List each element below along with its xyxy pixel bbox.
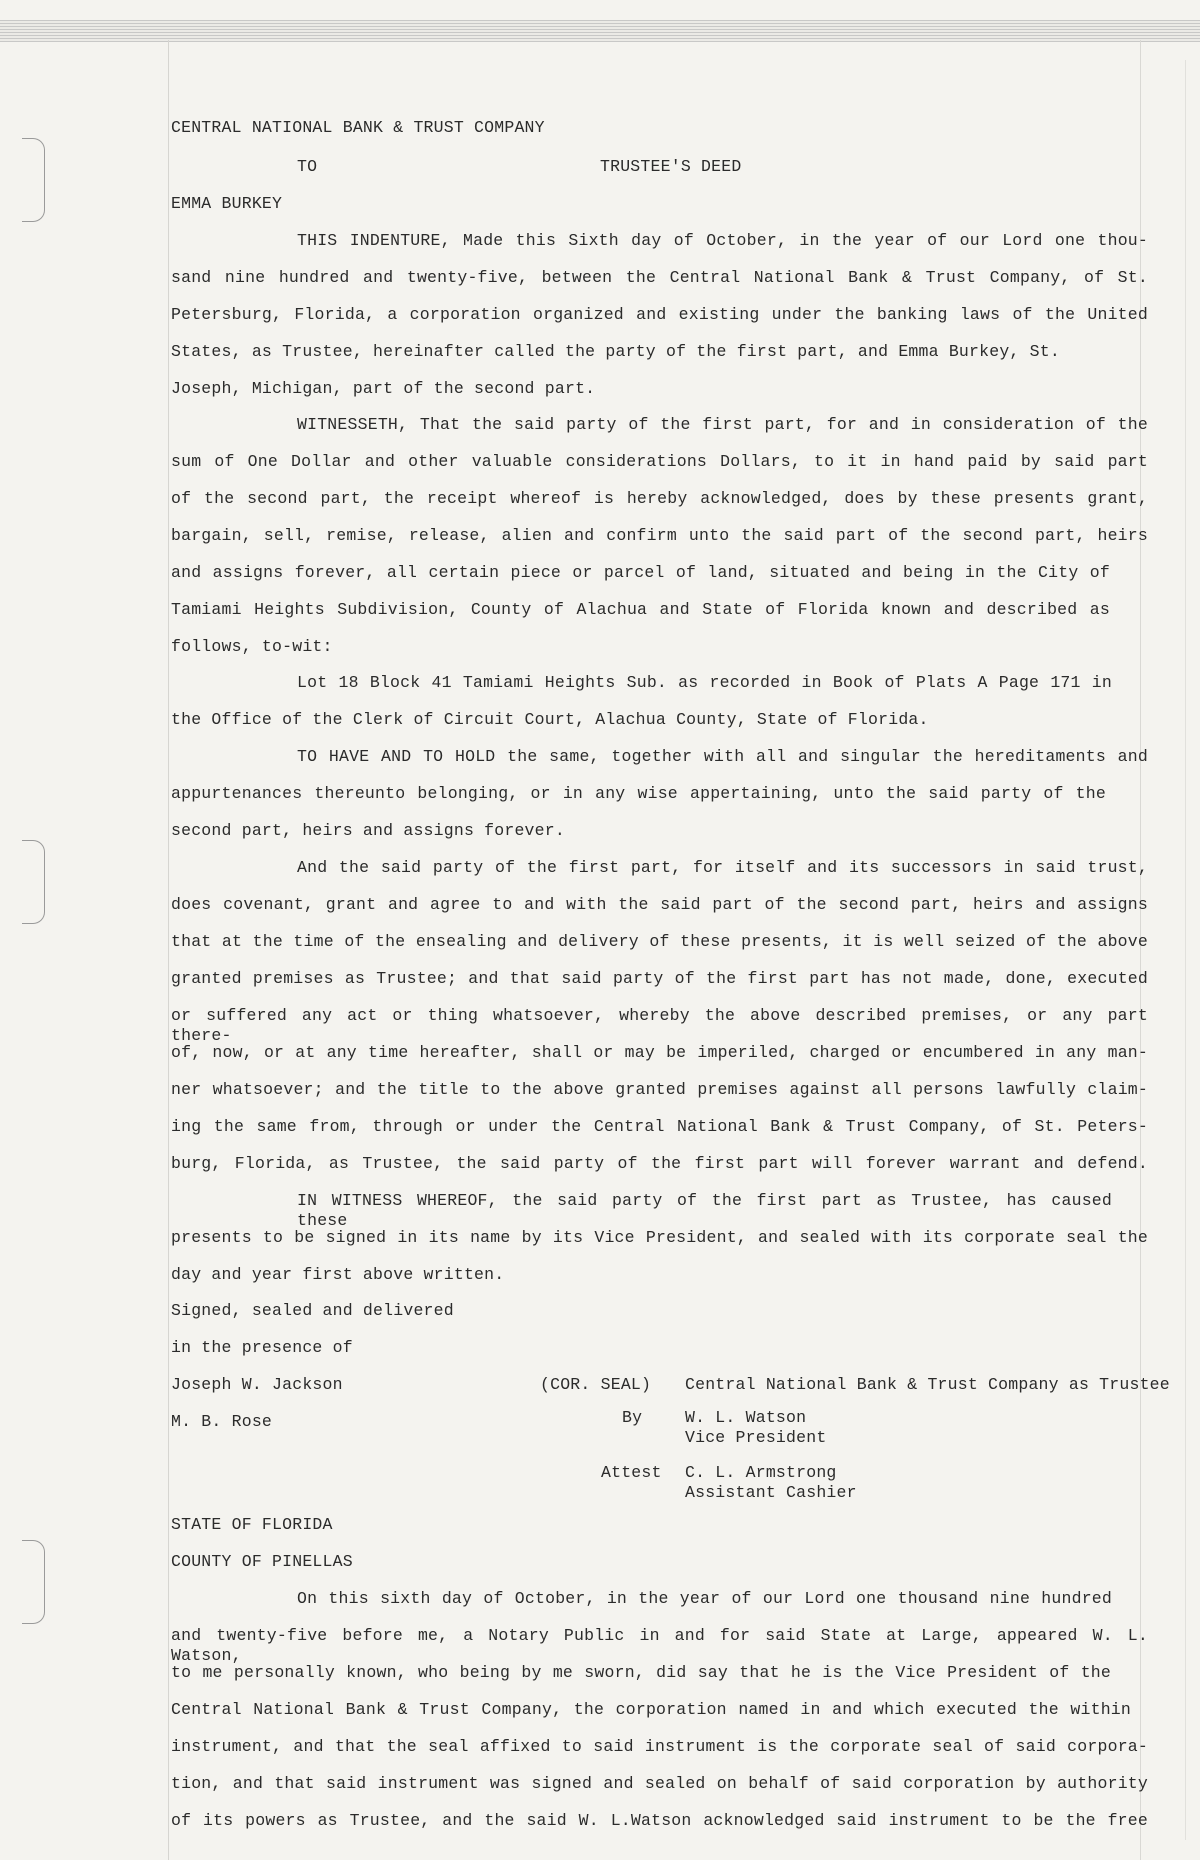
body-line: ing the same from, through or under the Central National Bank & Trust Company, of St. Peters-: [171, 1117, 1148, 1136]
body-line: WITNESSETH, That the said party of the first part, for and in consideration of the: [297, 415, 1148, 434]
witness-name: M. B. Rose: [171, 1412, 273, 1431]
body-line: and assigns forever, all certain piece or parcel of land, situated and being in the City of: [171, 563, 1110, 582]
body-line: presents to be signed in its name by its Vice President, and sealed with its corporate seal the: [171, 1228, 1148, 1247]
legal-description-line: the Office of the Clerk of Circuit Court, Alachua County, State of Florida.: [171, 710, 929, 729]
notary-line: tion, and that said instrument was signed and sealed on behalf of said corporation by authority: [171, 1774, 1148, 1793]
body-line: Petersburg, Florida, a corporation organized and existing under the banking laws of the United: [171, 305, 1148, 324]
legal-description-line: Lot 18 Block 41 Tamiami Heights Sub. as recorded in Book of Plats A Page 171 in: [297, 673, 1112, 692]
document-title: TRUSTEE'S DEED: [600, 157, 742, 176]
grantee-name: EMMA BURKEY: [171, 194, 283, 213]
body-line: day and year first above written.: [171, 1265, 505, 1284]
attestor-name: C. L. Armstrong: [685, 1463, 837, 1482]
corporate-seal-label: (COR. SEAL): [540, 1375, 652, 1394]
body-line: burg, Florida, as Trustee, the said party of the first part will forever warrant and defend.: [171, 1154, 1148, 1173]
notary-line: Central National Bank & Trust Company, the corporation named in and which executed the within: [171, 1700, 1131, 1719]
body-line: bargain, sell, remise, release, alien and confirm unto the said part of the second part, heirs: [171, 526, 1148, 545]
notary-line: instrument, and that the seal affixed to said instrument is the corporate seal of said corpora-: [171, 1737, 1148, 1756]
body-line: IN WITNESS WHEREOF, the said party of the first part as Trustee, has caused these: [297, 1191, 1112, 1230]
body-line: of, now, or at any time hereafter, shall or may be imperiled, charged or encumbered in any man-: [171, 1043, 1148, 1062]
body-line: sand nine hundred and twenty-five, between the Central National Bank & Trust Company, of St.: [171, 268, 1148, 287]
body-line: And the said party of the first part, for itself and its successors in said trust,: [297, 858, 1148, 877]
body-line: THIS INDENTURE, Made this Sixth day of October, in the year of our Lord one thou-: [297, 231, 1148, 250]
body-line: that at the time of the ensealing and delivery of these presents, it is well seized of the above: [171, 932, 1148, 951]
body-line: States, as Trustee, hereinafter called the party of the first part, and Emma Burkey, St.: [171, 342, 1060, 361]
witness-name: Joseph W. Jackson: [171, 1375, 343, 1394]
signed-sealed-delivered: Signed, sealed and delivered: [171, 1301, 454, 1320]
attestor-title: Assistant Cashier: [685, 1483, 857, 1502]
notary-line: and twenty-five before me, a Notary Public in and for said State at Large, appeared W. L. Watson,: [171, 1626, 1148, 1665]
signatory-title: Vice President: [685, 1428, 827, 1447]
in-presence-of: in the presence of: [171, 1338, 353, 1357]
notary-line: On this sixth day of October, in the year of our Lord one thousand nine hundred: [297, 1589, 1112, 1608]
body-line: appurtenances thereunto belonging, or in any wise appertaining, unto the said party of the: [171, 784, 1106, 803]
notary-county: COUNTY OF PINELLAS: [171, 1552, 353, 1571]
body-line: granted premises as Trustee; and that said party of the first part has not made, done, executed: [171, 969, 1148, 988]
body-line: TO HAVE AND TO HOLD the same, together with all and singular the hereditaments and: [297, 747, 1148, 766]
body-line: sum of One Dollar and other valuable considerations Dollars, to it in hand paid by said part: [171, 452, 1148, 471]
by-label: By: [622, 1408, 643, 1427]
body-line: or suffered any act or thing whatsoever, whereby the above described premises, or any part there-: [171, 1006, 1148, 1045]
body-line: Tamiami Heights Subdivision, County of Alachua and State of Florida known and described as: [171, 600, 1110, 619]
grantor-name: CENTRAL NATIONAL BANK & TRUST COMPANY: [171, 118, 545, 137]
body-line: follows, to-wit:: [171, 637, 333, 656]
body-line: ner whatsoever; and the title to the above granted premises against all persons lawfully claim-: [171, 1080, 1148, 1099]
signatory-name: W. L. Watson: [685, 1408, 807, 1427]
notary-line: to me personally known, who being by me sworn, did say that he is the Vice President of the: [171, 1663, 1111, 1682]
body-line: Joseph, Michigan, part of the second part.: [171, 379, 596, 398]
attest-label: Attest: [601, 1463, 662, 1482]
body-line: of the second part, the receipt whereof is hereby acknowledged, does by these presents grant,: [171, 489, 1148, 508]
to-label: TO: [297, 157, 318, 176]
notary-state: STATE OF FLORIDA: [171, 1515, 333, 1534]
body-line: second part, heirs and assigns forever.: [171, 821, 565, 840]
notary-line: of its powers as Trustee, and the said W. L.Watson acknowledged said instrument to be the free: [171, 1811, 1148, 1830]
body-line: does covenant, grant and agree to and with the said part of the second part, heirs and assigns: [171, 895, 1148, 914]
signing-company: Central National Bank & Trust Company as Trustee: [685, 1375, 1170, 1394]
